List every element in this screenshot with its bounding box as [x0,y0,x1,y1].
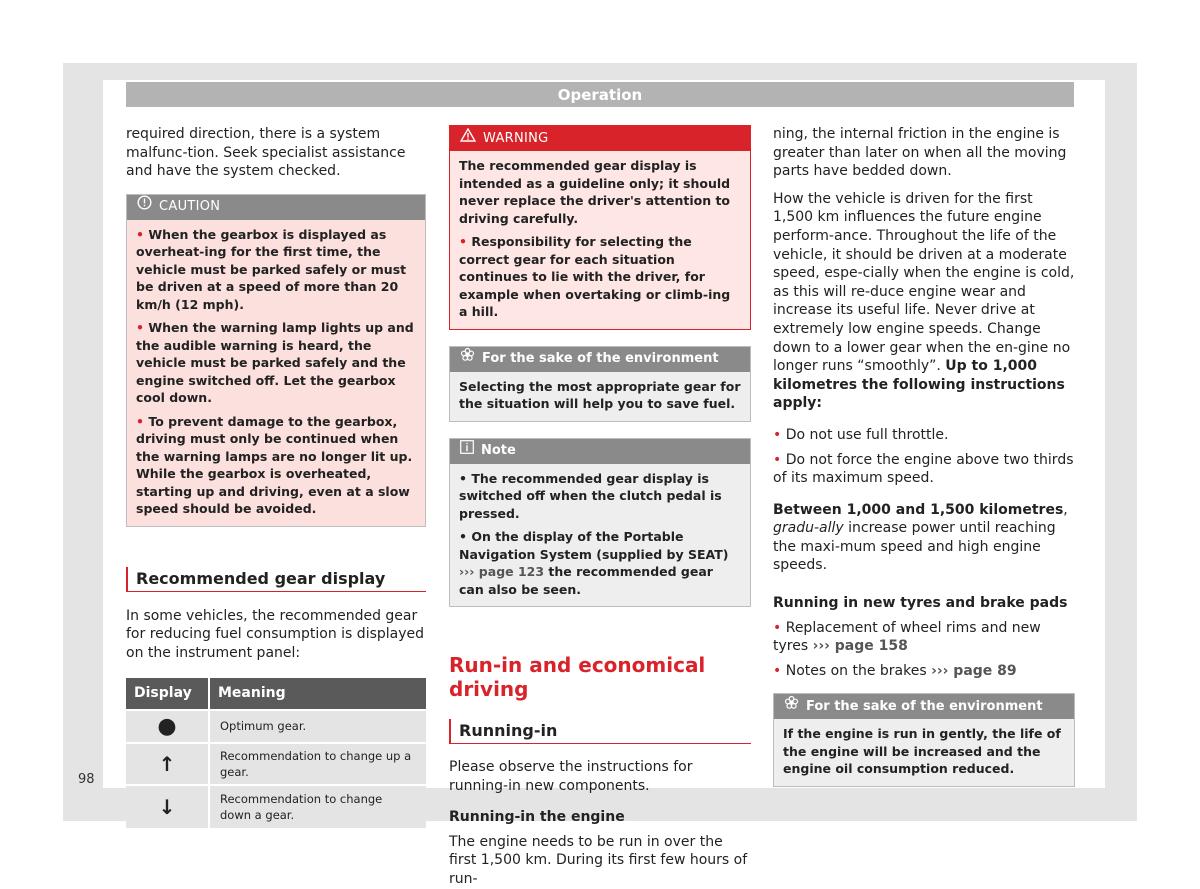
column-2 [449,125,751,889]
bullet-item: • Do not force the engine above two thirds of its maximum speed. [773,451,1074,487]
environment-text: Selecting the most appropriate gear for the situation will help you to save fuel. [459,378,741,411]
table-row [126,785,426,828]
flower-icon [784,694,799,720]
table-row [126,743,426,785]
environment-label: For the sake of the environment [806,698,1043,714]
page-link[interactable]: ››› page 158 [812,638,908,655]
note-label: Note [481,443,516,458]
arrow-up-icon: ↑ [126,743,209,785]
warning-item: The recommended gear display is intended as a guideline only; it should never replace the driver's attention to driving carefully. [459,158,731,226]
friction-text: ning, the internal friction in the engine is greater than later on when all the moving parts have bedded down. [773,126,1067,180]
warning-item: • Responsibility for selecting the correct gear for each situation continues to lie with the driver, for example when overtaking or climb-ing a hill. [459,234,731,319]
table-cell-meaning: Recommendation to change up a gear. [209,743,426,785]
environment-box [773,693,1075,787]
environment-text: If the engine is run in gently, the life of the engine will be increased and the engine oil consumption reduced. [783,726,1061,777]
page-link[interactable]: ››› page 89 [931,662,1017,679]
bullet-item: • Notes on the brakes ››› page 89 [773,662,1017,679]
environment-header [450,347,750,372]
section-title-recommended-gear: Recommended gear display [126,567,426,592]
note-item: • The recommended gear display is switched off when the clutch pedal is pressed. [459,470,722,521]
note-item: • On the display of the Portable Navigation System (supplied by SEAT) ››› page 123 the recommended gear can also be seen. [459,529,729,597]
column-1 [126,125,426,828]
section-text: In some vehicles, the recommended gear for reducing fuel consumption is displayed on the instrument panel: [126,607,425,661]
table-header-meaning: Meaning [209,678,426,710]
running-in-engine-heading: Running-in the engine [449,809,625,826]
bullet-item: • Replacement of wheel rims and new tyres ››› page 158 [773,619,1041,655]
warning-triangle-icon [460,126,476,152]
note-box [449,438,751,608]
arrow-down-icon: ↓ [126,785,209,828]
page-link[interactable]: ››› page 123 [459,564,545,579]
environment-label: For the sake of the environment [482,351,719,366]
caution-header [127,195,425,220]
section-title-running-in: Running-in [449,719,751,744]
info-icon [460,438,474,464]
table-header-display: Display [126,678,209,710]
warning-box [449,125,751,330]
gear-table [126,678,426,828]
environment-box [449,346,751,422]
tyres-heading: Running in new tyres and brake pads [773,595,1068,612]
section-header: Operation [126,82,1074,107]
environment-header [774,694,1074,719]
power-text: Between 1,000 and 1,500 kilometres, gradu-ally increase power until reaching the maxi-mum speed and high engine speeds. [773,501,1068,574]
column-3 [773,125,1075,787]
caution-item: • When the gearbox is displayed as overheat-ing for the first time, the vehicle must be parked safely or must be driven at a speed of more than 20 km/h (12 mph). [136,226,407,312]
caution-item: • When the warning lamp lights up and the audible warning is heard, the vehicle must be parked safely and the engine switched off. Let the gearbox cool down. [136,320,414,406]
flower-icon [460,346,475,372]
intro-text: required direction, there is a system malfunc-tion. Seek specialist assistance and have the system checked. [126,126,406,180]
caution-box [126,194,426,527]
caution-icon [137,194,152,220]
caution-item: • To prevent damage to the gearbox, driving must only be continued when the warning lamps are no longer lit up. While the gearbox is overheated, starting up and driving, even at a slow speed should be avoided. [136,413,413,517]
table-cell-meaning: Recommendation to change down a gear. [209,785,426,828]
page-number: 98 [78,772,95,787]
table-cell-meaning: Optimum gear. [209,710,426,743]
driving-text: How the vehicle is driven for the first 1,500 km influences the future engine perform-ance. Throughout the life of the vehicle, it should be driven at a moderate speed, espe-cially when the engine is cold, as this will re-duce engine wear and increase its useful life. Never drive at extremely low engine speeds. Change down to a lower gear when the en-gine no longer runs “smoothly”. Up to 1,000 kilometres the following instructions apply: [773,190,1075,412]
warning-header [450,126,750,151]
chapter-title: Run-in and economical driving [449,653,706,701]
running-in-text: Please observe the instructions for running-in new components. [449,759,693,794]
optimum-gear-icon: ● [126,710,209,743]
table-row [126,710,426,743]
warning-label: WARNING [483,130,549,146]
note-header [450,439,750,464]
bullet-item: • Do not use full throttle. [773,426,949,443]
caution-label: CAUTION [159,199,221,215]
running-in-engine-text: The engine needs to be run in over the first 1,500 km. During its first few hours of run- [449,833,748,887]
